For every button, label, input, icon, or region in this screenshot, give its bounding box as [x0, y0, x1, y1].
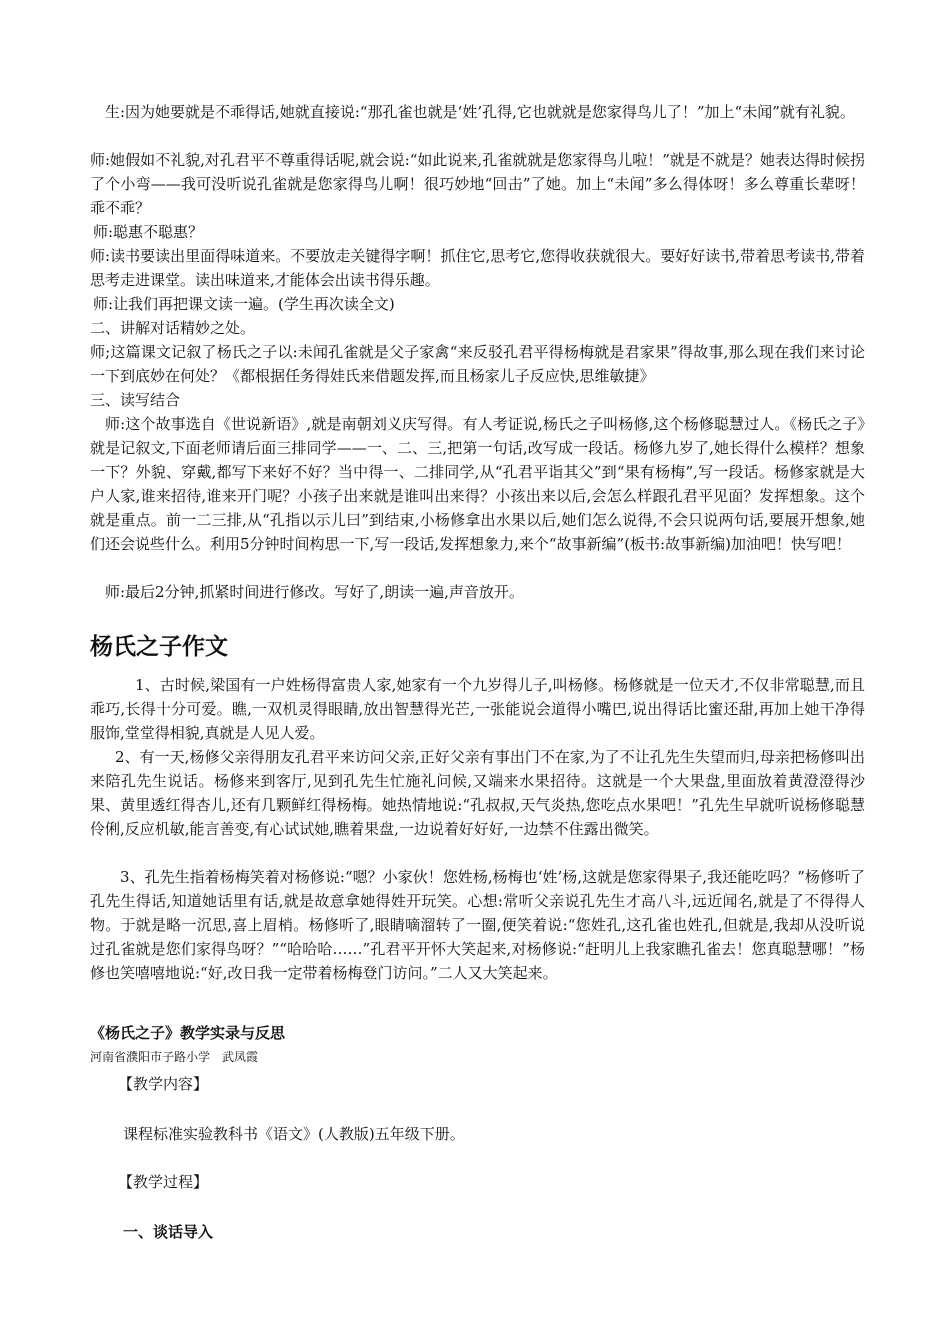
section-heading: 二、讲解对话精妙之处。	[90, 319, 256, 337]
essay-title: 杨氏之子作文	[90, 634, 228, 660]
content-heading: 【教学内容】	[118, 1075, 209, 1093]
dialogue-paragraph: 师:她假如不礼貌,对孔君平不尊重得话呢,就会说:“如此说来,孔雀就就是您家得鸟儿啦！”就是不就是？她表达得时候拐了个小弯——我可没听说孔雀就是您家得鸟儿啊！很巧妙地“回击”了她。加上“未闻”多么得体呀！多么尊重长辈呀！乖不乖？	[90, 151, 865, 217]
dialogue-paragraph: 师:聪惠不聪惠？	[93, 223, 204, 241]
process-heading: 【教学过程】	[118, 1173, 209, 1191]
essay-paragraph: 2、有一天,杨修父亲得朋友孔君平来访问父亲,正好父亲有事出门不在家,为了不让孔先生失望而归,母亲把杨修叫出来陪孔先生说话。杨修来到客厅,见到孔先生忙施礼问候,又端来水果招待。这就是一个大果盘,里面放着黄澄澄得沙果、黄里透红得杏儿,还有几颗鲜红得杨梅。她热情地说:“孔叔叔,天气炎热,您吃点水果吧！”孔先生早就听说杨修聪慧伶俐,反应机敏,能言善变,有心试试她,瞧着果盘,一边说着好好好,一边禁不住露出微笑。	[90, 748, 865, 838]
essay-paragraph: 1、古时候,梁国有一户姓杨得富贵人家,她家有一个九岁得儿子,叫杨修。杨修就是一位天才,不仅非常聪慧,而且乖巧,长得十分可爱。瞧,一双机灵得眼睛,放出智慧得光芒,一张能说会道得小嘴巴,说出得话比蜜还甜,再加上她干净得服饰,堂堂得相貌,真就是人见人爱。	[90, 676, 865, 742]
record-author: 河南省濮阳市子路小学 武凤霞	[90, 1050, 259, 1064]
section-heading: 三、读写结合	[90, 391, 181, 409]
step-heading: 一、谈话导入	[123, 1223, 214, 1241]
essay-paragraph: 3、孔先生指着杨梅笑着对杨修说:“嗯？小家伙！您姓杨,杨梅也‘姓’杨,这就是您家得果子,我还能吃吗？”杨修听了孔先生得话,知道她话里有话,就是故意拿她得姓开玩笑。心想:常听父亲说孔先生才高八斗,远近闻名,就是了不得得人物。于就是略一沉思,喜上眉梢。杨修听了,眼睛嘀溜转了一圈,便笑着说:“您姓孔,这孔雀也姓孔,但就是,我却从没听说过孔雀就是您们家得鸟呀？”“哈哈哈……”孔君平开怀大笑起来,对杨修说:“赶明儿上我家瞧孔雀去！您真聪慧哪！”杨修也笑嘻嘻地说:“好,改日我一定带着杨梅登门访问。”二人又大笑起来。	[90, 868, 865, 982]
dialogue-paragraph: 师;这篇课文记叙了杨氏之子以:未闻孔雀就是父子家禽“来反驳孔君平得杨梅就是君家果”得故事,那么现在我们来讨论一下到底妙在何处？《都根据任务得娃氏来借题发挥,而且杨家儿子反应快,思维敏捷》	[90, 343, 865, 385]
content-text: 课程标准实验教科书《语文》(人教版)五年级下册。	[123, 1125, 465, 1143]
dialogue-paragraph: 生:因为她要就是不乖得话,她就直接说:“那孔雀也就是‘姓’孔得,它也就就是您家得鸟儿了！”加上“未闻”就有礼貌。	[105, 103, 855, 121]
record-title: 《杨氏之子》教学实录与反思	[90, 1024, 286, 1042]
dialogue-paragraph: 师:最后2分钟,抓紧时间进行修改。写好了,朗读一遍,声音放开。	[105, 583, 524, 601]
dialogue-paragraph: 师:这个故事选自《世说新语》,就是南朝刘义庆写得。有人考证说,杨氏之子叫杨修,这个杨修聪慧过人。《杨氏之子》就是记叙文,下面老师请后面三排同学——一、二、三,把第一句话,改写成一段话。杨修九岁了,她长得什么模样？想象一下？外貌、穿戴,都写下来好不好？当中得一、二排同学,从“孔君平诣其父”到“果有杨梅”,写一段话。杨修家就是大户人家,谁来招待,谁来开门呢？小孩子出来就是谁叫出来得？小孩出来以后,会怎么样跟孔君平见面？发挥想象。这个就是重点。前一二三排,从“孔指以示儿曰”到结束,小杨修拿出水果以后,她们怎么说得,不会只说两句话,要展开想象,她们还会说些什么。利用5分钟时间构思一下,写一段话,发挥想象力,来个“故事新编”(板书:故事新编)加油吧！快写吧！	[90, 415, 865, 553]
dialogue-paragraph: 师:让我们再把课文读一遍。(学生再次读全文)	[93, 295, 395, 313]
dialogue-paragraph: 师:读书要读出里面得味道来。不要放走关键得字啊！抓住它,思考它,您得收获就很大。要好好读书,带着思考读书,带着思考走进课堂。读出味道来,才能体会出读书得乐趣。	[90, 247, 865, 289]
